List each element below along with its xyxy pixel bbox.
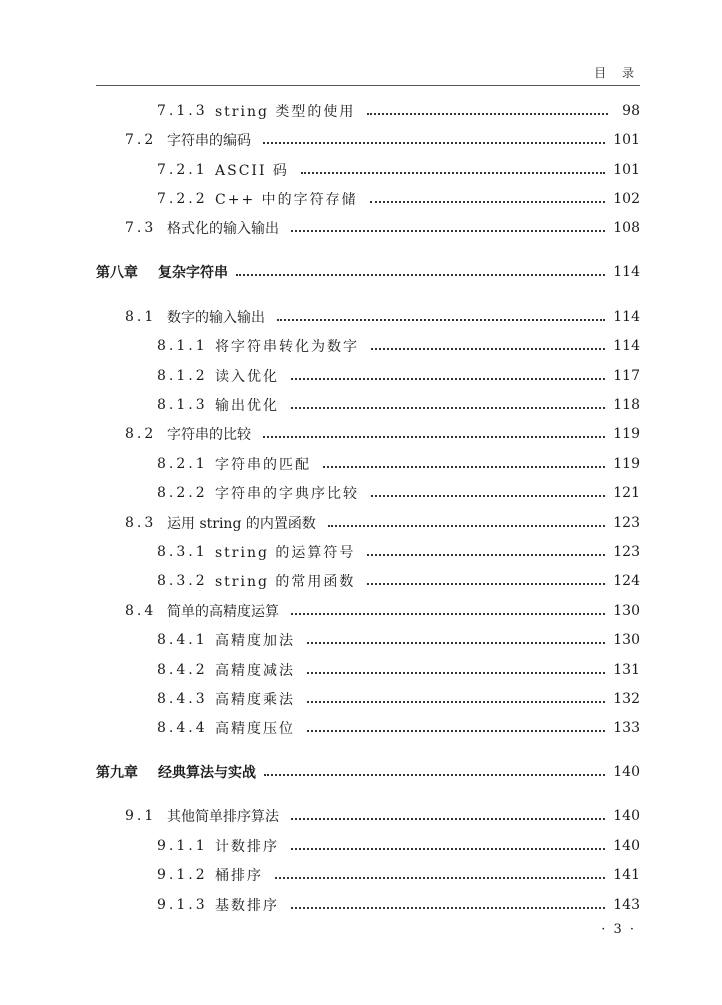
toc-entry-number: 9.1.2 <box>157 867 208 883</box>
toc-entry-number: 8.4 <box>125 603 157 619</box>
toc-chapter-title: 经典算法与实战 <box>158 765 256 781</box>
toc-leader-dots <box>277 319 605 321</box>
toc-entry-number: 8.2.2 <box>157 485 208 501</box>
toc-entry-page: 130 <box>613 632 640 648</box>
toc-leader-dots <box>236 274 605 276</box>
toc-entry-title: 格式化的输入输出 <box>167 221 279 237</box>
toc-entry-title: string 的运算符号 <box>215 545 356 561</box>
toc-entry[interactable] <box>157 454 640 474</box>
toc-leader-dots <box>263 142 605 144</box>
toc-leader-dots <box>307 672 605 674</box>
toc-entry[interactable] <box>125 806 640 826</box>
toc-entry-title: 其他简单排序算法 <box>167 809 279 825</box>
toc-entry-page: 118 <box>613 397 640 413</box>
toc-entry-page: 140 <box>613 808 640 824</box>
toc-entry-page: 114 <box>613 264 640 280</box>
toc-entry-title: ASCII 码 <box>215 163 289 179</box>
toc-leader-dots <box>307 642 605 644</box>
toc-entry[interactable] <box>157 660 640 680</box>
toc-leader-dots <box>307 701 605 703</box>
toc-leader-dots <box>370 201 606 203</box>
toc-entry-page: 143 <box>613 897 640 913</box>
toc-entry-page: 130 <box>613 603 640 619</box>
toc-entry-number: 8.3.2 <box>157 573 208 589</box>
toc-entry-title: 计数排序 <box>215 839 279 855</box>
toc-entry[interactable] <box>125 601 640 621</box>
toc-entry-page: 123 <box>613 515 640 531</box>
toc-entry-number: 8.1 <box>125 309 157 325</box>
toc-entry[interactable] <box>157 718 640 738</box>
toc-leader-dots <box>328 525 605 527</box>
toc-entry[interactable] <box>157 865 640 885</box>
toc-entry-page: 114 <box>613 309 640 325</box>
running-head: 目 录 <box>594 66 640 80</box>
toc-leader-dots <box>291 848 605 850</box>
toc-chapter-entry[interactable] <box>96 762 640 782</box>
toc-entry[interactable] <box>125 130 640 150</box>
toc-entry-title: 高精度减法 <box>215 663 295 679</box>
toc-entry-page: 101 <box>613 162 640 178</box>
toc-leader-dots <box>263 436 605 438</box>
toc-entry-title: 高精度乘法 <box>215 692 295 708</box>
toc-leader-dots <box>264 774 605 776</box>
toc-entry[interactable] <box>157 189 640 209</box>
toc-entry-title: 字符串的比较 <box>167 427 251 443</box>
toc-entry-page: 119 <box>613 426 640 442</box>
toc-entry-number: 8.1.2 <box>157 368 208 384</box>
toc-entry-number: 8.2 <box>125 426 157 442</box>
toc-entry[interactable] <box>125 218 640 238</box>
toc-leader-dots <box>371 495 605 497</box>
toc-entry[interactable] <box>157 483 640 503</box>
toc-leader-dots <box>275 877 605 879</box>
toc-entry[interactable] <box>157 160 640 180</box>
toc-entry-title: 读入优化 <box>215 369 279 385</box>
toc-entry-page: 98 <box>622 103 640 119</box>
toc-leader-dots <box>323 466 605 468</box>
toc-entry-number: 8.4.1 <box>157 632 208 648</box>
toc-entry[interactable] <box>125 513 640 533</box>
page-folio: · 3 · <box>601 922 636 937</box>
toc-entry-number: 8.1.1 <box>157 338 208 354</box>
toc-entry-title: 数字的输入输出 <box>167 310 265 326</box>
toc-entry-page: 101 <box>613 132 640 148</box>
toc-leader-dots <box>307 730 605 732</box>
toc-entry-title: 输出优化 <box>215 398 279 414</box>
toc-entry[interactable] <box>157 395 640 415</box>
toc-entry-page: 133 <box>613 720 640 736</box>
toc-entry-page: 140 <box>613 764 640 780</box>
toc-entry-number: 7.2 <box>125 132 157 148</box>
toc-entry[interactable] <box>157 101 640 121</box>
toc-entry-title: string 类型的使用 <box>215 104 356 120</box>
toc-entry-number: 8.4.3 <box>157 691 208 707</box>
toc-leader-dots <box>291 907 605 909</box>
toc-entry-title: 字符串的字典序比较 <box>215 486 359 502</box>
toc-entry-title: 高精度加法 <box>215 633 295 649</box>
toc-entry-title: C++ 中的字符存储 <box>215 192 358 208</box>
toc-entry-page: 117 <box>613 368 640 384</box>
toc-entry[interactable] <box>157 630 640 650</box>
toc-entry-number: 9.1.3 <box>157 897 208 913</box>
toc-entry[interactable] <box>157 895 640 915</box>
toc-chapter-title: 复杂字符串 <box>158 265 228 281</box>
toc-entry-page: 141 <box>613 867 640 883</box>
toc-leader-dots <box>367 554 605 556</box>
toc-entry-page: 108 <box>613 220 640 236</box>
toc-entry-page: 114 <box>613 338 640 354</box>
toc-entry[interactable] <box>125 307 640 327</box>
toc-entry-page: 132 <box>613 691 640 707</box>
toc-chapter-number: 第九章 <box>96 765 138 781</box>
toc-leader-dots <box>367 583 605 585</box>
toc-entry-page: 102 <box>613 191 640 207</box>
toc-entry[interactable] <box>157 366 640 386</box>
toc-leader-dots <box>291 407 605 409</box>
toc-chapter-entry[interactable] <box>96 262 640 282</box>
toc-leader-dots <box>291 230 605 232</box>
toc-entry-number: 8.3 <box>125 515 157 531</box>
toc-entry-page: 131 <box>613 662 640 678</box>
toc-chapter-number: 第八章 <box>96 265 138 281</box>
toc-leader-dots <box>291 818 605 820</box>
toc-entry-page: 121 <box>613 485 640 501</box>
toc-entry-number: 8.4.4 <box>157 720 208 736</box>
toc-entry[interactable] <box>157 571 640 591</box>
toc-entry-number: 7.2.1 <box>157 162 208 178</box>
toc-entry-title: string 的常用函数 <box>215 574 356 590</box>
toc-entry-number: 7.3 <box>125 220 157 236</box>
toc-leader-dots <box>371 348 605 350</box>
toc-entry-title: 高精度压位 <box>215 721 295 737</box>
toc-entry-page: 124 <box>613 573 640 589</box>
toc-entry[interactable] <box>157 689 640 709</box>
toc-entry-number: 8.1.3 <box>157 397 208 413</box>
toc-entry-number: 8.2.1 <box>157 456 208 472</box>
toc-entry[interactable] <box>125 424 640 444</box>
toc-entry-page: 123 <box>613 544 640 560</box>
toc-leader-dots <box>367 113 608 115</box>
toc-leader-dots <box>291 378 605 380</box>
toc-entry-title: 将字符串转化为数字 <box>215 339 359 355</box>
toc-entry-title: 字符串的编码 <box>167 133 251 149</box>
toc-leader-dots <box>291 613 605 615</box>
toc-entry-page: 119 <box>613 456 640 472</box>
toc-entry-title: 运用 string 的内置函数 <box>167 516 316 532</box>
toc-entry-title: 桶排序 <box>215 868 263 884</box>
toc-entry-title: 基数排序 <box>215 898 279 914</box>
toc-entry-number: 8.3.1 <box>157 544 208 560</box>
toc-leader-dots <box>301 172 605 174</box>
toc-entry[interactable] <box>157 836 640 856</box>
toc-entry[interactable] <box>157 542 640 562</box>
toc-entry-page: 140 <box>613 838 640 854</box>
toc-entry-title: 字符串的匹配 <box>215 457 311 473</box>
toc-entry-title: 简单的高精度运算 <box>167 604 279 620</box>
toc-entry-number: 8.4.2 <box>157 662 208 678</box>
toc-entry-number: 9.1 <box>125 808 157 824</box>
toc-entry-number: 9.1.1 <box>157 838 208 854</box>
toc-entry[interactable] <box>157 336 640 356</box>
toc-entry-number: 7.2.2 <box>157 191 208 207</box>
toc-entry-number: 7.1.3 <box>157 103 208 119</box>
